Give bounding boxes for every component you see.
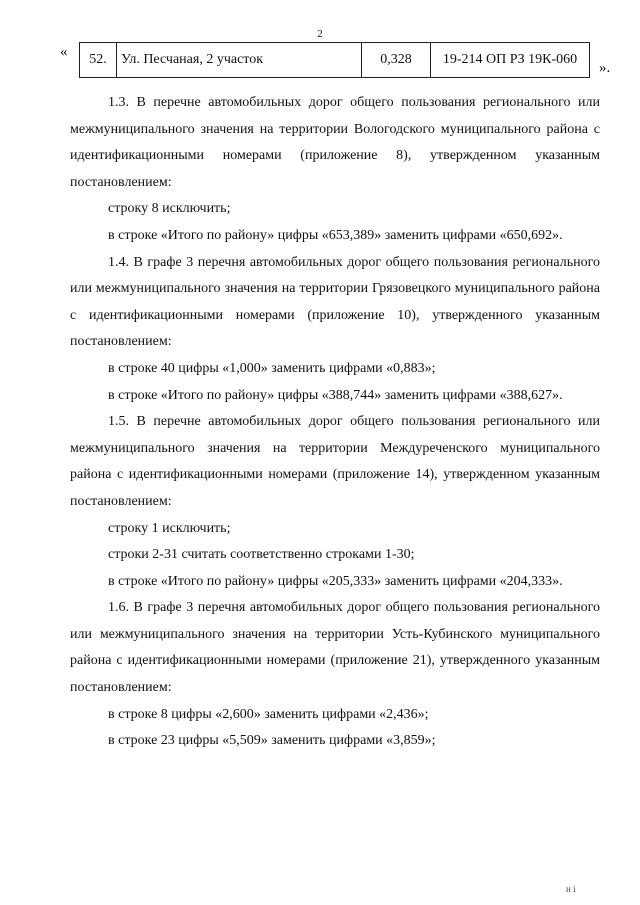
- road-table-row: [79, 42, 590, 78]
- paragraph-1-4-item-2: в строке «Итого по району» цифры «388,744» заменить цифрами «388,627».: [108, 387, 563, 403]
- paragraph-1-5-item-3: в строке «Итого по району» цифры «205,333» заменить цифрами «204,333».: [108, 573, 563, 589]
- road-row-length: 0,328: [362, 43, 431, 78]
- paragraph-1-6-item-2: в строке 23 цифры «5,509» заменить цифрами «3,859»;: [108, 733, 436, 749]
- paragraph-1-5-item-1: строку 1 исключить;: [108, 520, 231, 536]
- paragraph-1-3: 1.3. В перечне автомобильных дорог общего пользования регионального или межмуниципального значения на территории Вологодского муниципального района с идентификационными номерами (приложение 8), утвержденном указанным постановлением:: [70, 95, 600, 190]
- paragraph-1-5: 1.5. В перечне автомобильных дорог общего пользования регионального или межмуниципального значения на территории Междуреченского муниципального района с идентификационными номерами (приложение 14), утвержденном указанным постановлением:: [70, 414, 600, 509]
- paragraph-1-4: 1.4. В графе 3 перечня автомобильных дорог общего пользования регионального или межмуниципального значения на территории Грязовецкого муниципального района с идентификационными номерами (приложение 10), утвержденного указанным постановлением:: [70, 254, 600, 350]
- paragraph-1-6-item-1: в строке 8 цифры «2,600» заменить цифрами «2,436»;: [108, 706, 429, 722]
- page-number: 2: [317, 28, 323, 40]
- document-body: [70, 90, 600, 755]
- paragraph-1-4-item-1: в строке 40 цифры «1,000» заменить цифрами «0,883»;: [108, 360, 436, 376]
- quote-open-mark: «: [60, 44, 68, 60]
- road-row-number: 52.: [80, 43, 117, 78]
- paragraph-1-3-item-2: в строке «Итого по району» цифры «653,389» заменить цифрами «650,692».: [108, 227, 563, 243]
- quote-close-mark: ».: [599, 60, 611, 76]
- paragraph-1-3-item-1: строку 8 исключить;: [108, 201, 231, 217]
- road-row-identifier: 19-214 ОП РЗ 19К-060: [431, 43, 590, 78]
- scan-mark: н і: [566, 884, 576, 894]
- paragraph-1-6: 1.6. В графе 3 перечня автомобильных дорог общего пользования регионального или межмуниципального значения на территории Усть-Кубинского муниципального района с идентификационными номерами (приложение 21), утвержденного указанным постановлением:: [70, 600, 600, 696]
- paragraph-1-5-item-2: строки 2-31 считать соответственно строками 1-30;: [108, 547, 415, 563]
- road-row-name: Ул. Песчаная, 2 участок: [117, 43, 362, 78]
